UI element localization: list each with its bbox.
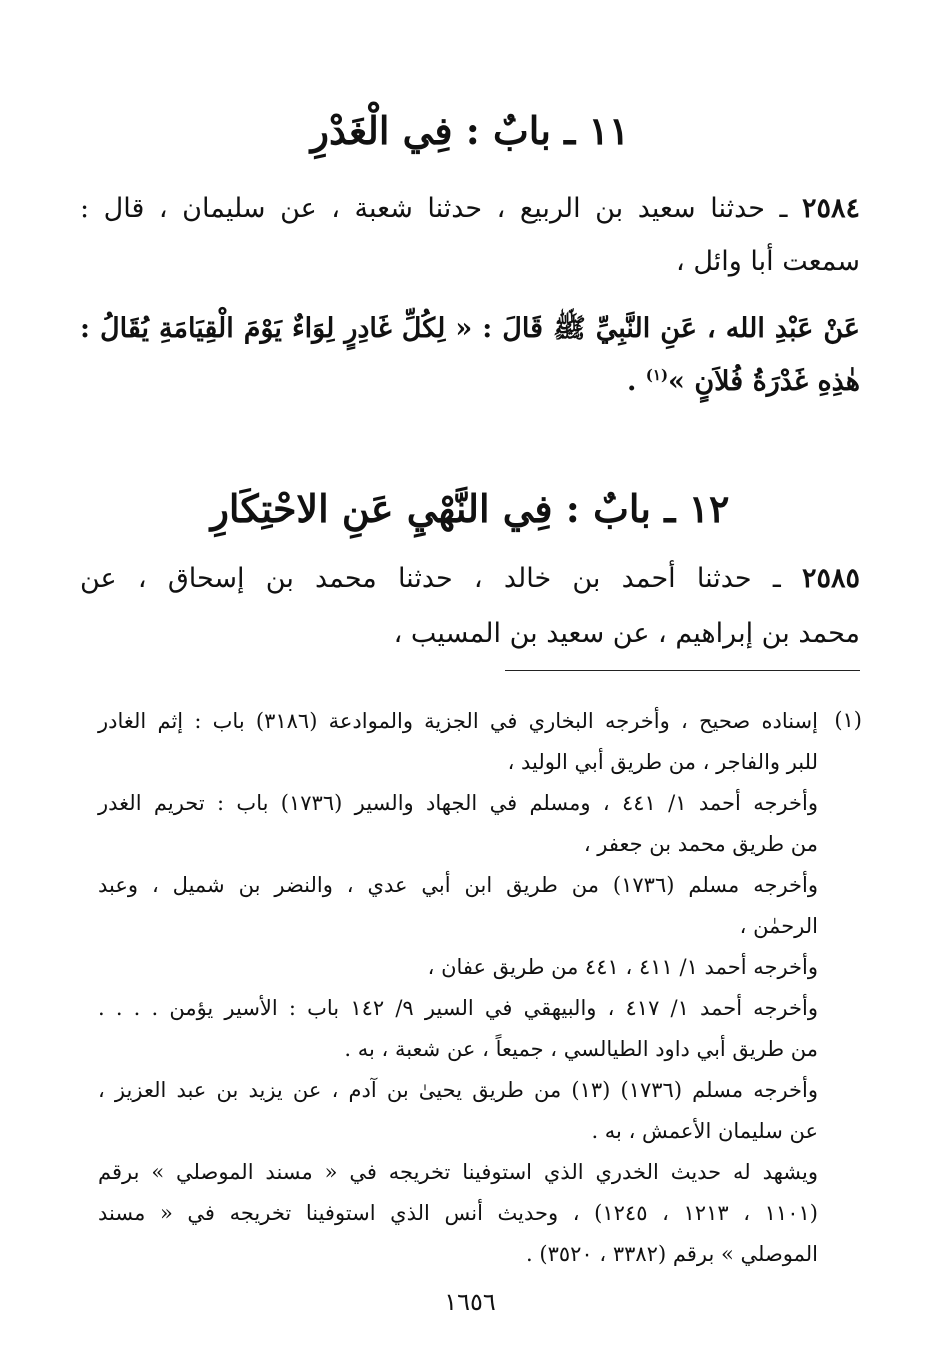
hadith-text-line bbox=[80, 192, 860, 226]
footnote-line: وأخرجه أحمد ١/ ٤١٧ ، والبيهقي في السير ٩/ ١٤٢ باب : الأسير يؤمن . . . . bbox=[98, 996, 818, 1020]
hadith-number: ٢٥٨٥ bbox=[801, 563, 860, 594]
hadith-matn-line: عَنْ عَبْدِ الله ، عَنِ النَّبِيِّ ﷺ قَالَ : « لِكُلِّ غَادِرٍ لِوَاءٌ يَوْمَ الْقِيَامَةِ يُقَالُ : bbox=[80, 313, 860, 344]
footnote-line: وأخرجه مسلم (١٧٣٦) (١٣) من طريق يحيىٰ بن آدم ، عن يزيد بن عبد العزيز ، bbox=[98, 1078, 818, 1102]
footnote-number: (١) bbox=[834, 708, 862, 732]
footnote-line: من طريق أبي داود الطيالسي ، جميعاً ، عن شعبة ، به . bbox=[344, 1037, 818, 1061]
footnote-divider bbox=[505, 670, 860, 671]
sentence-end: . bbox=[626, 366, 646, 397]
hadith-matn-end: هٰذِهِ غَدْرَةُ فُلاَنٍ » bbox=[668, 366, 860, 397]
footnote-line: الموصلي » برقم (٣٣٨٢ ، ٣٥٢٠) . bbox=[526, 1242, 818, 1266]
hadith-text-line: محمد بن إبراهيم ، عن سعيد بن المسيب ، bbox=[393, 618, 860, 649]
footnote-line: الرحمٰن ، bbox=[739, 914, 818, 938]
hadith-number: ٢٥٨٤ bbox=[801, 193, 860, 224]
hadith-isnad: ـ حدثنا سعيد بن الربيع ، حدثنا شعبة ، عن سليمان ، قال : bbox=[80, 193, 788, 224]
footnote-line: إسناده صحيح ، وأخرجه البخاري في الجزية والموادعة (٣١٨٦) باب : إثم الغادر bbox=[98, 709, 818, 733]
hadith-isnad: ـ حدثنا أحمد بن خالد ، حدثنا محمد بن إسحاق ، عن bbox=[80, 563, 781, 594]
chapter-title: ١٢ ـ بابٌ : فِي النَّهْيِ عَنِ الاحْتِكَارِ bbox=[210, 486, 730, 531]
hadith-matn-line bbox=[80, 365, 860, 399]
hadith-text-line bbox=[80, 562, 860, 596]
footnote-line: وأخرجه أحمد ١/ ٤٤١ ، ومسلم في الجهاد والسير (١٧٣٦) باب : تحريم الغدر bbox=[98, 791, 818, 815]
footnote-reference: (١) bbox=[645, 366, 669, 384]
footnote-line: وأخرجه مسلم (١٧٣٦) من طريق ابن أبي عدي ، والنضر بن شميل ، وعبد bbox=[98, 873, 818, 897]
chapter-title: ١١ ـ بابٌ : فِي الْغَدْرِ bbox=[310, 108, 630, 153]
footnote-line: للبر والفاجر ، من طريق أبي الوليد ، bbox=[507, 750, 818, 774]
footnote-line: ويشهد له حديث الخدري الذي استوفينا تخريجه في « مسند الموصلي » برقم bbox=[98, 1160, 818, 1184]
hadith-text-line: سمعت أبا وائل ، bbox=[676, 246, 860, 277]
page-number: ١٦٥٦ bbox=[444, 1288, 496, 1316]
footnote-line: (١١٠١ ، ١٢١٣ ، ١٢٤٥) ، وحديث أنس الذي استوفينا تخريجه في « مسند bbox=[98, 1201, 818, 1225]
footnote-line: عن سليمان الأعمش ، به . bbox=[591, 1119, 818, 1143]
footnote-line: من طريق محمد بن جعفر ، bbox=[583, 832, 818, 856]
footnote-line: وأخرجه أحمد ١/ ٤١١ ، ٤٤١ من طريق عفان ، bbox=[427, 955, 818, 979]
